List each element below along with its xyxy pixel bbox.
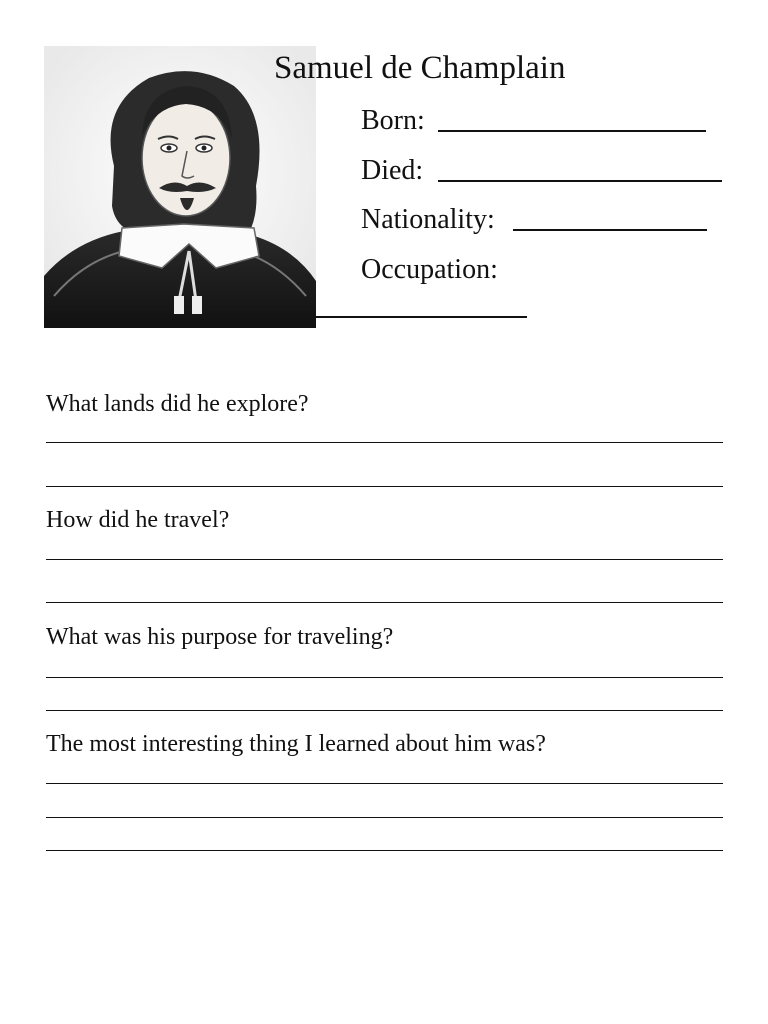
died-blank-line[interactable] <box>438 180 722 182</box>
answer-line[interactable] <box>46 486 723 487</box>
nationality-blank-line[interactable] <box>513 229 707 231</box>
answer-line[interactable] <box>46 602 723 603</box>
born-blank-line[interactable] <box>438 130 706 132</box>
question-how-traveled: How did he travel? <box>46 507 230 533</box>
question-lands-explored: What lands did he explore? <box>46 391 309 417</box>
answer-line[interactable] <box>46 850 723 851</box>
nationality-label: Nationality: <box>361 204 495 235</box>
question-most-interesting: The most interesting thing I learned about him was? <box>46 731 546 757</box>
answer-line[interactable] <box>46 817 723 818</box>
question-purpose: What was his purpose for traveling? <box>46 624 394 650</box>
answer-line[interactable] <box>46 677 723 678</box>
answer-line[interactable] <box>46 559 723 560</box>
portrait-image <box>44 46 316 328</box>
died-label: Died: <box>361 155 424 186</box>
occupation-blank-line[interactable] <box>316 316 527 318</box>
answer-line[interactable] <box>46 783 723 784</box>
answer-line[interactable] <box>46 710 723 711</box>
page-title: Samuel de Champlain <box>274 50 566 86</box>
answer-line[interactable] <box>46 442 723 443</box>
occupation-label: Occupation: <box>361 254 498 285</box>
born-label: Born: <box>361 105 425 136</box>
